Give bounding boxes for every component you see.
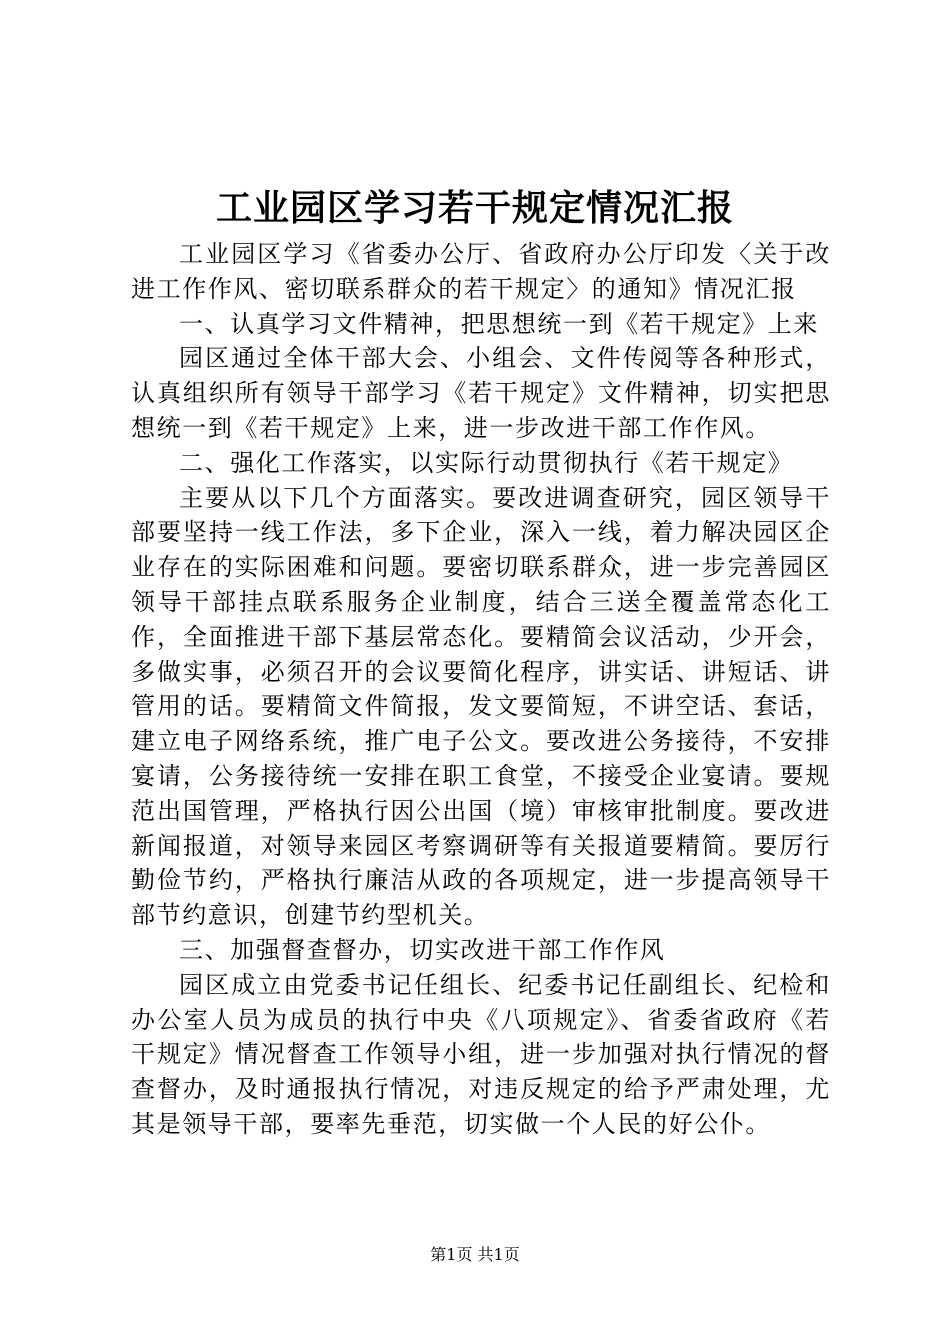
paragraph-intro: 工业园区学习《省委办公厅、省政府办公厅印发〈关于改进工作作风、密切联系群众的若干规定〉的通知》情况汇报: [131, 240, 831, 303]
section-heading-1: 一、认真学习文件精神，把思想统一到《若干规定》上来: [179, 309, 819, 338]
paragraph-2: 主要从以下几个方面落实。要改进调查研究，园区领导干部要坚持一线工作法，多下企业，深入一线，着力解决园区企业存在的实际困难和问题。要密切联系群众，进一步完善园区领导干部挂点联系服务企业制度，结合三送全覆盖常态化工作，全面推进干部下基层常态化。要精简会议活动，少开会，多做实事，必须召开的会议要简化程序，讲实话、讲短话、讲管用的话。要精简文件简报，发文要简短，不讲空话、套话，建立电子网络系统，推广电子公文。要改进公务接待，不安排宴请，公务接待统一安排在职工食堂，不接受企业宴请。要规范出国管理，严格执行因公出国（境）审核审批制度。要改进新闻报道，对领导来园区考察调研等有关报道要精简。要厉行勤俭节约，严格执行廉洁从政的各项规定，进一步提高领导干部节约意识，创建节约型机关。: [131, 483, 831, 930]
page-footer: 第1页 共1页: [430, 1245, 520, 1264]
paragraph-3: 园区成立由党委书记任组长、纪委书记任副组长、纪检和办公室人员为成员的执行中央《八项规定》、省委省政府《若干规定》情况督查工作领导小组，进一步加强对执行情况的督查督办，及时通报执行情况，对违反规定的给予严肃处理，尤其是领导干部，要率先垂范，切实做一个人民的好公仆。: [131, 970, 831, 1138]
document-title: 工业园区学习若干规定情况汇报: [215, 187, 734, 229]
paragraph-1: 园区通过全体干部大会、小组会、文件传阅等各种形式，认真组织所有领导干部学习《若干规定》文件精神，切实把思想统一到《若干规定》上来，进一步改进干部工作作风。: [131, 344, 831, 442]
section-heading-3: 三、加强督查督办，切实改进干部工作作风: [179, 935, 666, 964]
section-heading-2: 二、强化工作落实，以实际行动贯彻执行《若干规定》: [179, 448, 794, 477]
document-body: [131, 237, 831, 1142]
